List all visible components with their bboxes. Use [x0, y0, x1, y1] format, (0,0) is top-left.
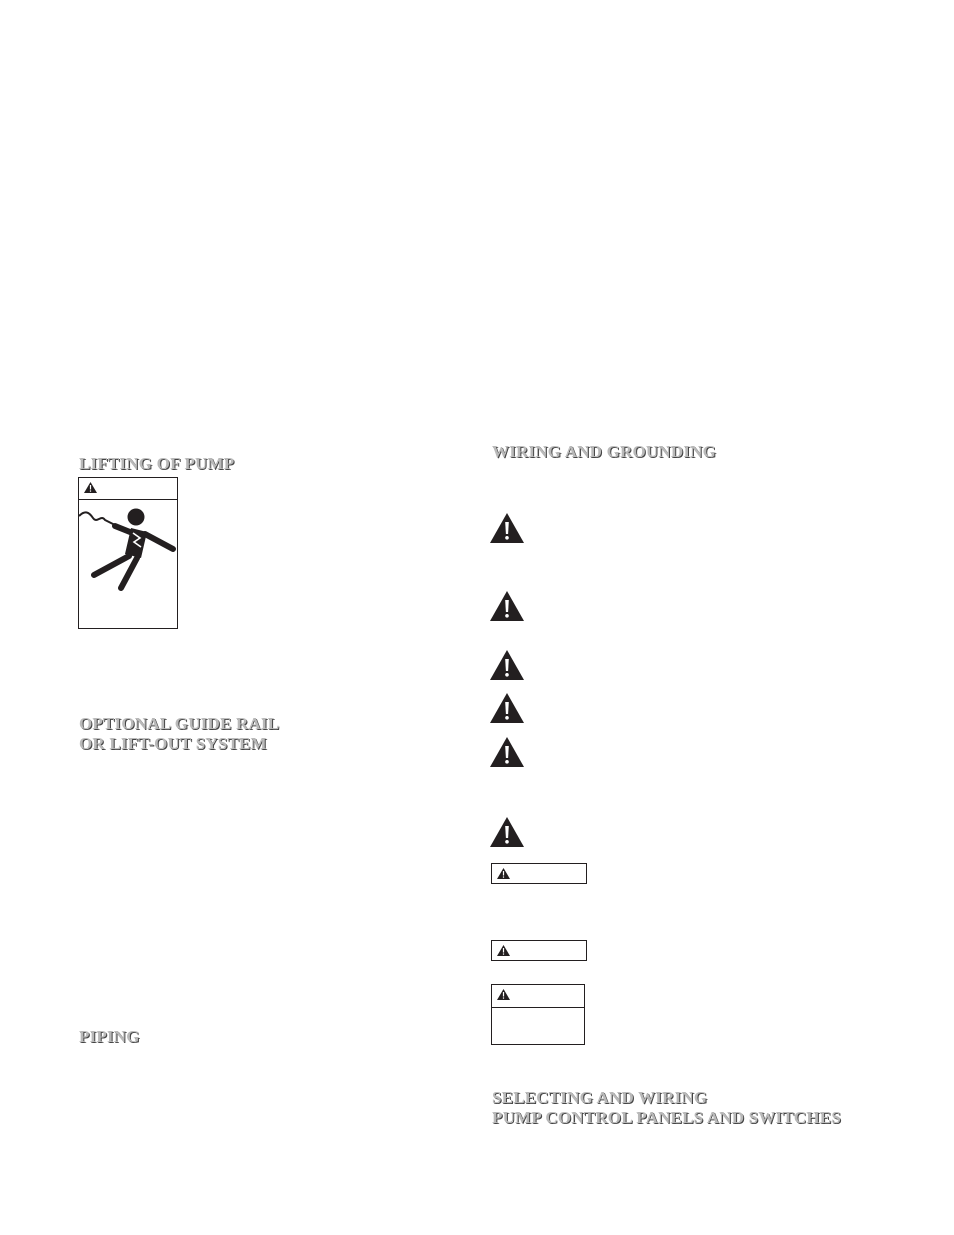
- piping-heading-text: PIPING: [79, 1027, 140, 1046]
- control-heading-line-2: PUMP CONTROL PANELS AND SWITCHES: [492, 1108, 841, 1127]
- lifting-of-pump-heading-text: LIFTING OF PUMP: [79, 454, 235, 473]
- guide-rail-heading-line-1: OPTIONAL GUIDE RAIL: [79, 714, 280, 733]
- warning-triangle-icon: [490, 591, 524, 621]
- piping-heading: [79, 1027, 140, 1047]
- warning-triangle-icon: [497, 868, 510, 879]
- warning-triangle-icon: [497, 945, 510, 956]
- wiring-and-grounding-heading: [492, 442, 716, 462]
- wiring-and-grounding-heading-text: WIRING AND GROUNDING: [492, 442, 717, 461]
- warning-triangle-icon: [490, 817, 524, 847]
- warning-triangle-icon: [84, 482, 97, 493]
- warning-triangle-icon: [490, 737, 524, 767]
- optional-guide-rail-heading: [79, 714, 279, 754]
- warning-header-bar: [492, 985, 584, 1008]
- warning-triangle-icon: [490, 650, 524, 680]
- control-heading-line-1: SELECTING AND WIRING: [492, 1088, 708, 1107]
- warning-triangle-icon: [497, 989, 510, 1000]
- shock-hazard-warning-box: [78, 477, 178, 629]
- electrical-shock-icon: [79, 500, 177, 628]
- warning-label-box-large: [491, 984, 585, 1045]
- warning-triangle-icon: [490, 513, 524, 543]
- warning-triangle-icon: [490, 693, 524, 723]
- guide-rail-heading-line-2: OR LIFT-OUT SYSTEM: [79, 734, 267, 753]
- lifting-of-pump-heading: [79, 454, 234, 474]
- warning-label-box: [491, 863, 587, 884]
- warning-header-bar: [79, 478, 177, 500]
- warning-label-box: [491, 940, 587, 961]
- pump-control-panels-heading: [492, 1088, 841, 1128]
